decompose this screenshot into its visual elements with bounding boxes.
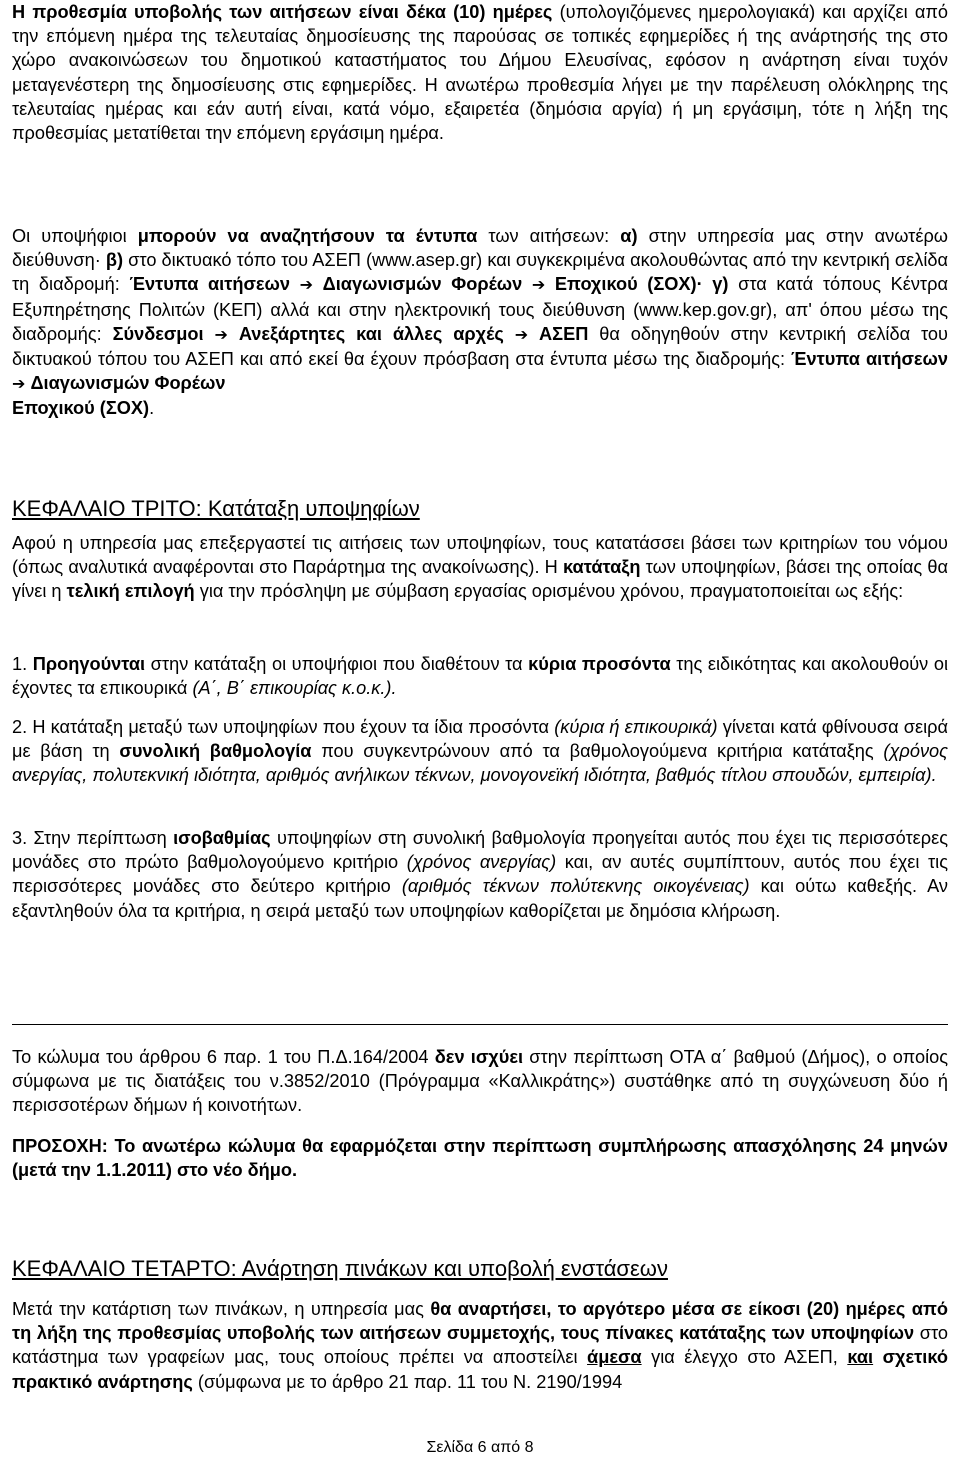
kep-path-step-3: ΑΣΕΠ <box>539 323 589 344</box>
ranking-bold-1: κατάταξη <box>562 557 641 578</box>
item-text: υποψηφίων στη συνολική βαθμολογία προηγείται αυτός που έχει τις περισσότερες μονάδες στο πρώτο βαθμολογούμενο κριτήριο <box>12 828 948 873</box>
ranking-item-3 <box>12 826 948 923</box>
exception-box <box>12 1024 948 1182</box>
item-italic: (χρόνος ανεργίας) <box>406 852 557 873</box>
arrow-right-icon: ➔ <box>12 374 26 394</box>
chapter-four-heading: ΚΕΦΑΛΑΙΟ ΤΕΤΑΡΤΟ: Ανάρτηση πινάκων και υποβολή ενστάσεων <box>12 1256 668 1281</box>
item-text: της ειδικότητας και ακολουθούν οι έχοντες τα επικουρικά <box>12 654 948 699</box>
forms-period: . <box>149 398 155 419</box>
tables-bold-1: θα αναρτήσει, το αργότερο μέσα σε είκοσι (20) ημέρες από τη λήξη της προθεσμίας υποβολής των αιτήσεων συμμετοχής, τους πίνακες κατάταξης των υποψηφίων <box>12 1299 948 1344</box>
deadline-text: (υπολογιζόμενες ημερολογιακά) και αρχίζει από την επόμενη ημέρα της τελευταίας δημοσίευσης της παρούσας σε τοπικές εφημερίδες ή της ανάρτησής της στο χώρο ανακοινώσεων του δημοτικού καταστήματος του Δήμου Ελευσίνας, εφόσον η ανάρτηση είναι τυχόν μεταγενέστερη της δημοσίευσης στις εφημερίδες. Η ανωτέρω προθεσμία λήγει με την παρέλευση ολόκληρης της τελευταίας ημέρας και εάν αυτή είναι, κατά νόμο, εξαιρετέα (δημόσια αργία) ή μη εργάσιμη, τότε η λήξη της προθεσμίας μετατίθεται την επόμενη εργάσιμη ημέρα. <box>12 2 948 144</box>
deadline-paragraph <box>12 0 948 145</box>
attention-note: ΠΡΟΣΟΧΗ: Το ανωτέρω κώλυμα θα εφαρμόζεται στην περίπτωση συμπλήρωσης απασχόλησης 24 μηνών (μετά την 1.1.2011) στο νέο δήμο. <box>12 1135 948 1180</box>
tables-paragraph <box>12 1297 948 1394</box>
item-italic: (Α΄, Β΄ επικουρίας κ.ο.κ.). <box>192 678 397 699</box>
item-text: και, αν αυτές συμπίπτουν, αυτός που έχει τις περισσότερες μονάδες στο δεύτερο κριτήριο <box>12 852 948 897</box>
asep-path-step-3: Εποχικού (ΣΟΧ) <box>12 398 150 419</box>
exception-text-2: στην περίπτωση ΟΤΑ α΄ βαθμού (Δήμος), ο οποίος σύμφωνα με τις διατάξεις του ν.3852/2010 (Πρόγραμμα «Καλλικράτης») συστάθηκε από τη συγχώνευση δύο ή περισσοτέρων δήμων ή κοινοτήτων. <box>12 1047 948 1116</box>
tables-bold-underlined: άμεσα <box>587 1347 642 1368</box>
item-italic: (κύρια ή επικουρικά) <box>554 717 718 737</box>
ranking-item-1 <box>12 652 948 700</box>
item-text: γίνεται κατά φθίνουσα σειρά με βάση τη <box>12 717 948 762</box>
arrow-right-icon: ➔ <box>514 324 529 344</box>
tables-text-1: Μετά την κατάρτιση των πινάκων, η υπηρεσία μας <box>12 1299 431 1319</box>
item-number: 1. <box>12 654 33 674</box>
forms-label-c: · γ) <box>696 274 729 295</box>
path-step-3: Εποχικού (ΣΟΧ) <box>554 274 697 295</box>
arrow-right-icon: ➔ <box>214 324 228 344</box>
asep-path-step-2: Διαγωνισμών Φορέων <box>30 373 226 394</box>
item-text: 2. Η κατάταξη μεταξύ των υποψηφίων που έχουν τα ίδια προσόντα <box>12 717 555 737</box>
ranking-bold-2: τελική επιλογή <box>66 581 195 602</box>
forms-text-3: στην υπηρεσία μας στην ανωτέρω διεύθυνση· <box>12 226 948 271</box>
item-text: στην κατάταξη οι υποψήφιοι που διαθέτουν τα <box>145 654 529 674</box>
path-step-1: Έντυπα αιτήσεων <box>129 274 291 295</box>
asep-path-step-1: Έντυπα αιτήσεων <box>791 349 949 370</box>
forms-text-1: Οι υποψήφιοι <box>12 226 138 246</box>
item-bold: ισοβαθμίας <box>173 828 271 848</box>
tables-bold-2: και σχετικό πρακτικό ανάρτησης <box>12 1347 948 1392</box>
ranking-text-1: Αφού η υπηρεσία μας επεξεργαστεί τις αιτήσεις των υποψηφίων, τους κατατάσσει βάσει των κριτηρίων του νόμου (όπως αναλυτικά αναφέρονται στο Παράρτημα της ανακοίνωσης). Η <box>12 533 948 578</box>
path-step-2: Διαγωνισμών Φορέων <box>322 274 523 295</box>
forms-label-b: β) <box>105 250 124 271</box>
exception-text-1: Το κώλυμα του άρθρου 6 παρ. 1 του Π.Δ.164/2004 <box>12 1047 435 1067</box>
forms-text-4: στο δικτυακό τόπο του ΑΣΕΠ (www.asep.gr) και συγκεκριμένα ακολουθώντας από την κεντρική σελίδα τη διαδρομή: <box>12 250 948 295</box>
ranking-text-2: των υποψηφίων, βάσει της οποίας θα γίνει η <box>12 557 949 602</box>
kep-path-step-1: Σύνδεσμοι <box>112 323 204 344</box>
forms-paragraph <box>12 224 948 421</box>
item-bold: κύρια προσόντα <box>528 654 671 674</box>
item-bold: συνολική βαθμολογία <box>119 741 312 762</box>
item-italic: (χρόνος ανεργίας, πολυτεκνική ιδιότητα, αριθμός ανήλικων τέκνων, μονογονεϊκή ιδιότητα, βαθμός τίτλου σπουδών, εμπειρία). <box>12 741 948 786</box>
forms-text-2: των αιτήσεων: <box>477 226 621 246</box>
kep-path-step-2: Ανεξάρτητες και άλλες αρχές <box>238 323 504 344</box>
arrow-right-icon: ➔ <box>299 275 314 295</box>
tables-text-3: για έλεγχο στο ΑΣΕΠ, <box>641 1347 848 1368</box>
exception-bold: δεν ισχύει <box>434 1047 524 1067</box>
arrow-right-icon: ➔ <box>531 275 546 295</box>
deadline-bold: Η προθεσμία υποβολής των αιτήσεων είναι δέκα (10) ημέρες <box>12 2 553 22</box>
item-italic: (αριθμός τέκνων πολύτεκνης οικογένειας) <box>401 876 750 897</box>
chapter-three-heading: ΚΕΦΑΛΑΙΟ ΤΡΙΤΟ: Κατάταξη υποψηφίων <box>12 496 420 521</box>
forms-bold-1: μπορούν να αναζητήσουν τα έντυπα <box>137 226 478 246</box>
ranking-intro-paragraph <box>12 531 948 604</box>
ranking-item-2 <box>12 715 948 788</box>
item-text: και ούτω καθεξής. Αν εξαντληθούν όλα τα κριτήρια, η σειρά μεταξύ των υποψηφίων καθορίζεται με δημόσια κλήρωση. <box>12 876 949 921</box>
forms-text-6: θα οδηγηθούν στην κεντρική σελίδα του δικτυακού τόπου του ΑΣΕΠ και από εκεί θα έχουν πρόσβαση στα έντυπα μέσω της διαδρομής: <box>12 323 948 370</box>
ranking-text-3: για την πρόσληψη με σύμβαση εργασίας ορισμένου χρόνου, πραγματοποιείται ως εξής: <box>194 581 904 602</box>
item-text: 3. Στην περίπτωση <box>12 828 174 848</box>
forms-text-5: στα κατά τόπους Κέντρα Εξυπηρέτησης Πολιτών (ΚΕΠ) αλλά και στην ηλεκτρονική τους διεύθυνση (www.kep.gov.gr), απ' όπου μέσω της διαδρομής: <box>12 274 948 344</box>
item-text: που συγκεντρώνουν από τα βαθμολογούμενα κριτήρια κατάταξης <box>311 741 884 762</box>
tables-text-4: (σύμφωνα με το άρθρο 21 παρ. 11 του Ν. 2190/1994 <box>192 1371 623 1392</box>
tables-text-2: στο κατάστημα των γραφείων μας, τους οποίους πρέπει να αποστείλει <box>12 1323 948 1368</box>
forms-label-a: α) <box>620 226 638 246</box>
page-number: Σελίδα 6 από 8 <box>426 1439 534 1456</box>
item-bold: Προηγούνται <box>32 654 146 674</box>
